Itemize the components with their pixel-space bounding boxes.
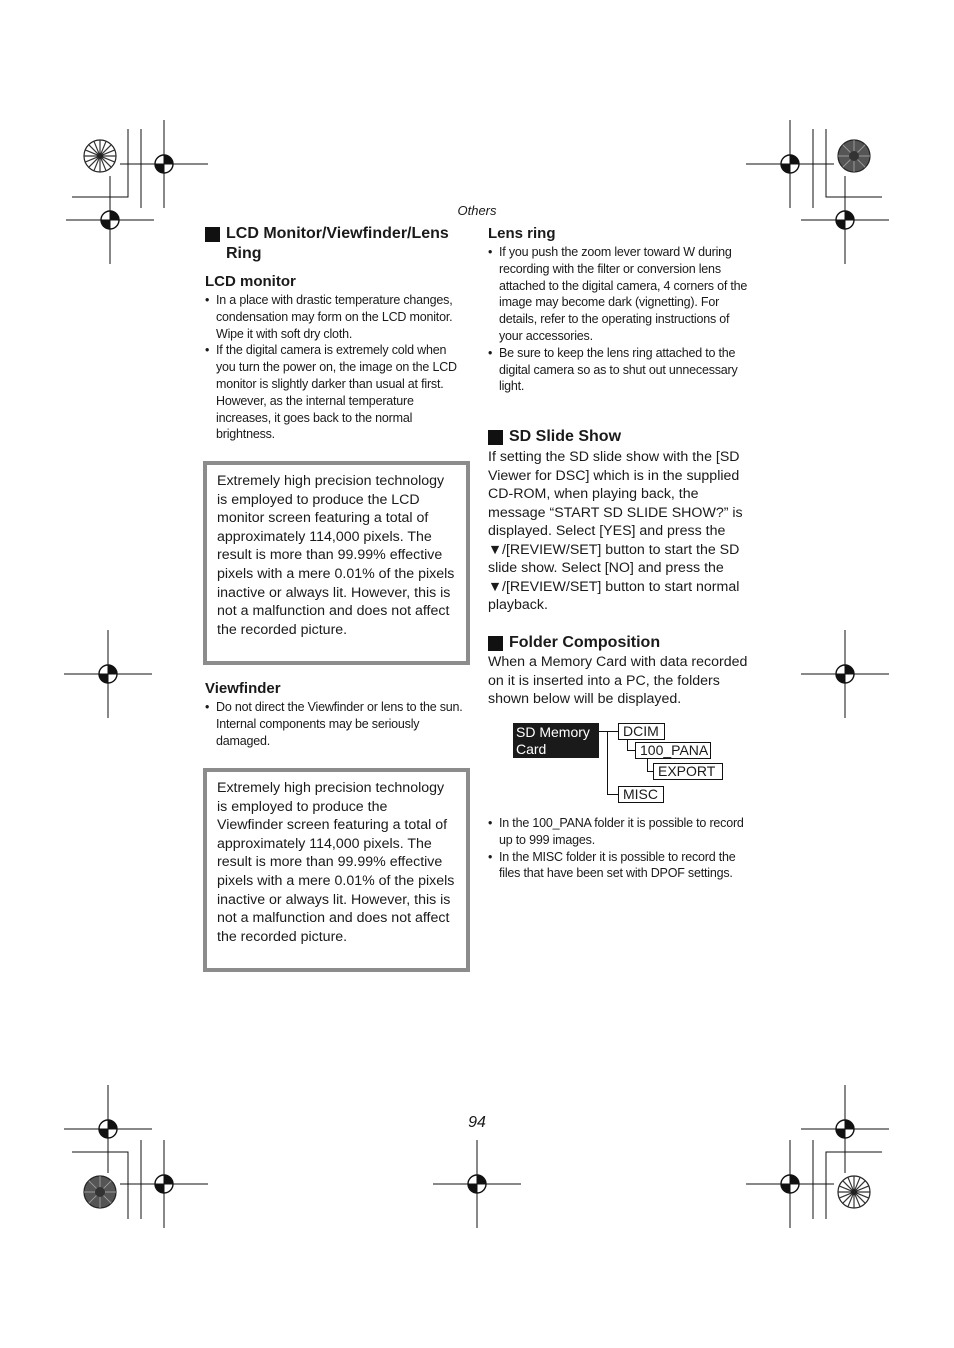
list-item: • If you push the zoom lever toward W during recording with the filter or conversion lens attached to the digital camera, 4 corners of the image may become dark (vignetting). For details, refer to the operating instructions of your accessories. [488,244,750,345]
folder-100-pana: 100_PANA [635,742,711,759]
lcd-viewfinder-heading: LCD Monitor/Viewfinder/Lens Ring [205,224,467,264]
tree-root-sd-memory-card: SD Memory Card [513,723,599,758]
folder-composition-section [488,633,750,709]
lcd-monitor-section [205,273,467,443]
folder-composition-heading: Folder Composition [488,633,750,653]
list-item: • Do not direct the Viewfinder or lens to the sun. Internal components may be seriously damaged. [205,699,467,749]
sd-slide-show-text: If setting the SD slide show with the [SD Viewer for DSC] which is in the supplied CD-ROM, when playing back, the message “START SD SLIDE SHOW?” is displayed. Select [YES] and press the ▼/[REVIEW/SET] button to start the SD slide show. Select [NO] and press the ▼/[REVIEW/SET] button to start normal playback. [488,449,743,613]
viewfinder-title: Viewfinder [205,680,281,697]
list-item: • In the MISC folder it is possible to record the files that have been set with DPOF settings. [488,849,750,883]
folder-misc: MISC [618,786,664,803]
lcd-precision-note [203,461,470,665]
folder-export: EXPORT [653,763,723,780]
viewfinder-section [205,680,467,749]
tree-connector [607,731,608,795]
lcd-monitor-title: LCD monitor [205,273,296,290]
folder-dcim: DCIM [618,723,665,740]
tree-connector [599,731,618,732]
lcd-bullet-list [205,292,467,443]
sd-slide-show-section [488,427,750,615]
page-number: 94 [468,1114,486,1131]
viewfinder-precision-note [203,768,470,972]
lens-ring-title: Lens ring [488,225,556,242]
folder-notes [488,815,750,882]
list-item: • In a place with drastic temperature changes, condensation may form on the LCD monitor. Wipe it with soft dry cloth. [205,292,467,342]
left-column [205,224,467,264]
heading-square-icon [205,227,220,242]
tree-connector [607,794,618,795]
lens-ring-section [488,225,750,395]
folder-composition-text: When a Memory Card with data recorded on it is inserted into a PC, the folders shown below will be displayed. [488,654,748,707]
list-item: • If the digital camera is extremely cold when you turn the power on, the image on the LCD monitor is slightly darker than usual at first. However, as the internal temperature increases, it goes back to the normal brightness. [205,342,467,443]
list-item: • In the 100_PANA folder it is possible to record up to 999 images. [488,815,750,849]
viewfinder-bullet-list [205,699,467,749]
list-item: • Be sure to keep the lens ring attached to the digital camera so as to shut out unnecessary light. [488,345,750,395]
heading-square-icon [488,430,503,445]
note-text: Extremely high precision technology is employed to produce the Viewfinder screen featuring a total of approximately 114,000 pixels. The result is more than 99.99% effective pixels with a mere 0.01% of the pixels inactive or always lit. However, this is not a malfunction and does not affect the recorded picture. [217,780,455,945]
sd-slide-show-heading: SD Slide Show [488,427,750,447]
heading-square-icon [488,636,503,651]
folder-bullet-list [488,815,750,882]
section-label: Others [457,203,497,218]
note-text: Extremely high precision technology is employed to produce the LCD monitor screen featuring a total of approximately 114,000 pixels. The result is more than 99.99% effective pixels with a mere 0.01% of the pixels inactive or always lit. However, this is not a malfunction and does not affect the recorded picture. [217,473,455,638]
tree-connector [627,750,635,751]
lens-bullet-list [488,244,750,395]
